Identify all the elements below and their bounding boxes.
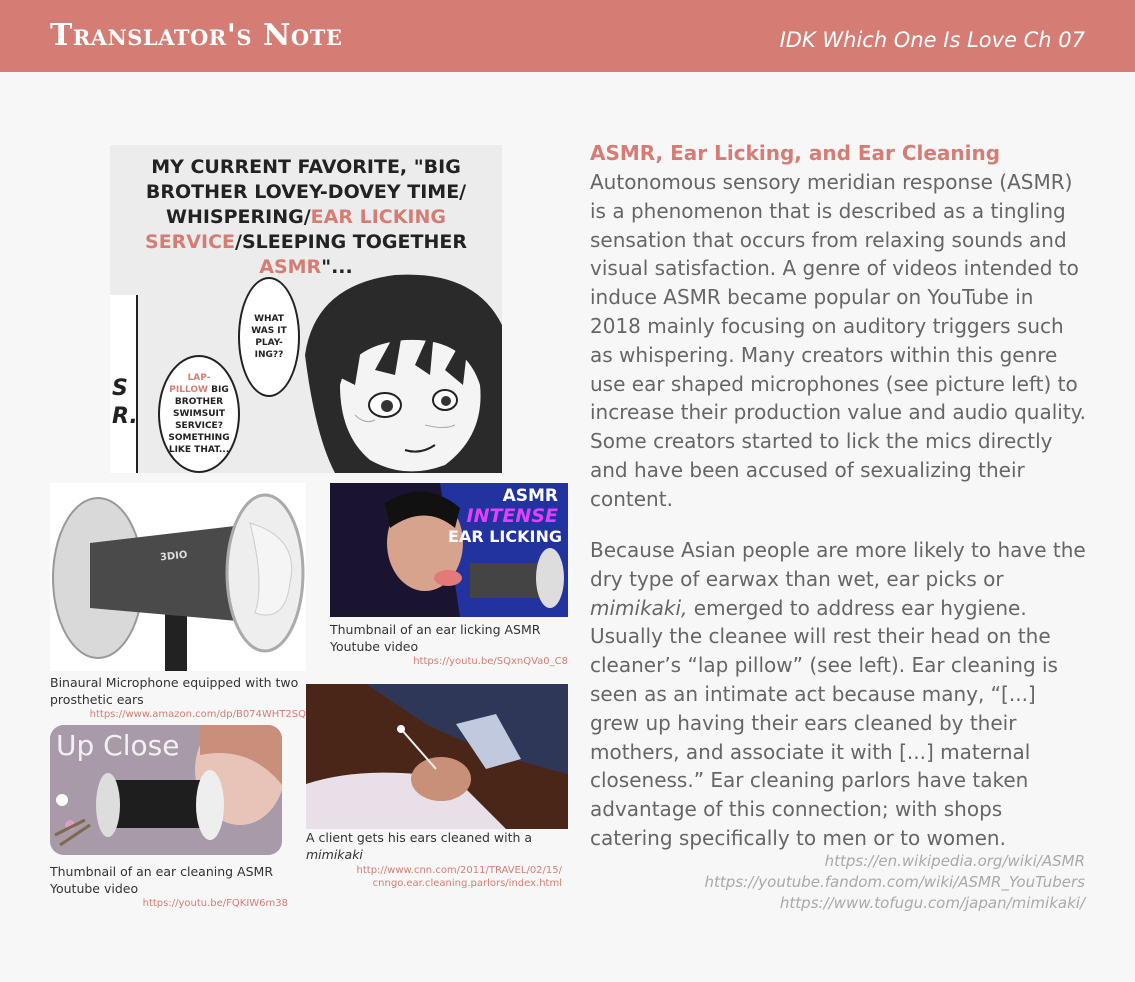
paragraph-text: emerged to address ear hygiene. Usually the cleanee will rest their head on the cleaner’s “lap pillow” (see left). Ear cleaning is seen as an intimate act because many, “[...] grew up having their ears cleaned by their mothers, and associate it with [...] maternal closeness.” Ear cleaning parlors have taken advantage of this connection; with shops catering specifically to men or to women.: [590, 595, 1058, 850]
article-title: ASMR, Ear Licking, and Ear Cleaning: [590, 141, 1001, 165]
caption-text: "...: [321, 256, 353, 278]
paragraph-term: mimikaki,: [590, 595, 688, 620]
caption-highlight: ASMR: [259, 256, 322, 278]
licking-overlay-intense: INTENSE: [466, 505, 558, 527]
manga-panel: [110, 145, 502, 473]
caption-highlight: EAR LICKING: [310, 206, 446, 228]
manga-caption-line: MY CURRENT FAVORITE, "BIG: [151, 156, 461, 178]
speech-bubble-body: BIG BROTHER SWIMSUIT SERVICE? SOMETHING LIKE THAT...: [168, 385, 230, 455]
mic-caption: Binaural Microphone equipped with two prosthetic ears: [50, 675, 299, 707]
client-source-line: cnngo.ear.cleaning.parlors/index.html: [372, 878, 562, 889]
mic-brand: 3DIO: [159, 549, 188, 564]
client-caption-text: A client gets his ears cleaned with a: [306, 830, 533, 845]
speech-bubble: [238, 277, 300, 397]
mic-source-link[interactable]: https://www.amazon.com/dp/B074WHT2SQ: [89, 709, 306, 720]
licking-overlay-ear: EAR LICKING: [448, 527, 562, 546]
chapter-label: IDK Which One Is Love Ch 07: [779, 28, 1085, 52]
caption-text: /SLEEPING TOGETHER: [235, 231, 467, 253]
reference-link[interactable]: https://www.tofugu.com/japan/mimikaki/: [779, 894, 1085, 912]
closeup-source-link[interactable]: https://youtu.be/FQKIW6m38: [142, 898, 288, 909]
caption-text: WHISPERING/: [166, 206, 311, 228]
client-caption-term: mimikaki: [306, 847, 363, 862]
up-close-thumbnail: [50, 725, 282, 855]
licking-source-link[interactable]: https://youtu.be/SQxnQVa0_C8: [413, 656, 568, 667]
mic-illustration: [50, 483, 306, 671]
article-paragraph-2: [590, 536, 1090, 853]
licking-caption: Thumbnail of an ear licking ASMR Youtube video: [330, 622, 541, 654]
manga-caption-line: BROTHER LOVEY-DOVEY TIME/: [145, 181, 467, 203]
speech-bubble-text: [168, 372, 229, 456]
manga-caption-line: [110, 230, 502, 255]
client-caption: [306, 829, 568, 863]
manga-caption: [110, 155, 502, 280]
character-illustration: [295, 265, 502, 473]
closeup-overlay: Up Close: [56, 729, 180, 762]
client-source-line: http://www.cnn.com/2011/TRAVEL/02/15/: [356, 865, 562, 876]
manga-caption-line: [110, 205, 502, 230]
caption-highlight: SERVICE: [145, 231, 236, 253]
header-bar: [0, 0, 1135, 72]
speech-bubble-highlight: LAP-PILLOW: [169, 373, 211, 395]
speech-bubble: [158, 355, 240, 473]
panel-edge-text: S R.: [112, 376, 138, 429]
page-title: Translator's Note: [50, 18, 343, 53]
client-illustration: [306, 684, 568, 829]
client-source-link[interactable]: [306, 864, 562, 890]
ear-cleaning-photo: [306, 684, 568, 829]
reference-link[interactable]: https://youtube.fandom.com/wiki/ASMR_YouTubers: [704, 873, 1085, 891]
references: [705, 851, 1085, 914]
ear-licking-thumbnail: [330, 483, 568, 617]
reference-link[interactable]: https://en.wikipedia.org/wiki/ASMR: [824, 852, 1085, 870]
article-paragraph-1: Autonomous sensory meridian response (ASMR) is a phenomenon that is described as a tingling sensation that occurs from relaxing sounds and visual satisfaction. A genre of videos intended to induce ASMR became popular on YouTube in 2018 mainly focusing on auditory triggers such as whispering. Many creators within this genre use ear shaped microphones (see picture left) to increase their production value and audio quality. Some creators started to lick the mics directly and have been accused of sexualizing their content.: [590, 170, 1087, 511]
speech-bubble-text: WHAT WAS IT PLAY-ING??: [251, 314, 287, 360]
closeup-caption: Thumbnail of an ear cleaning ASMR Youtube video: [50, 864, 274, 896]
licking-overlay-asmr: ASMR: [502, 486, 558, 506]
paragraph-text: Because Asian people are more likely to have the dry type of earwax than wet, ear picks or: [590, 538, 1086, 591]
binaural-mic-image: [50, 483, 306, 671]
